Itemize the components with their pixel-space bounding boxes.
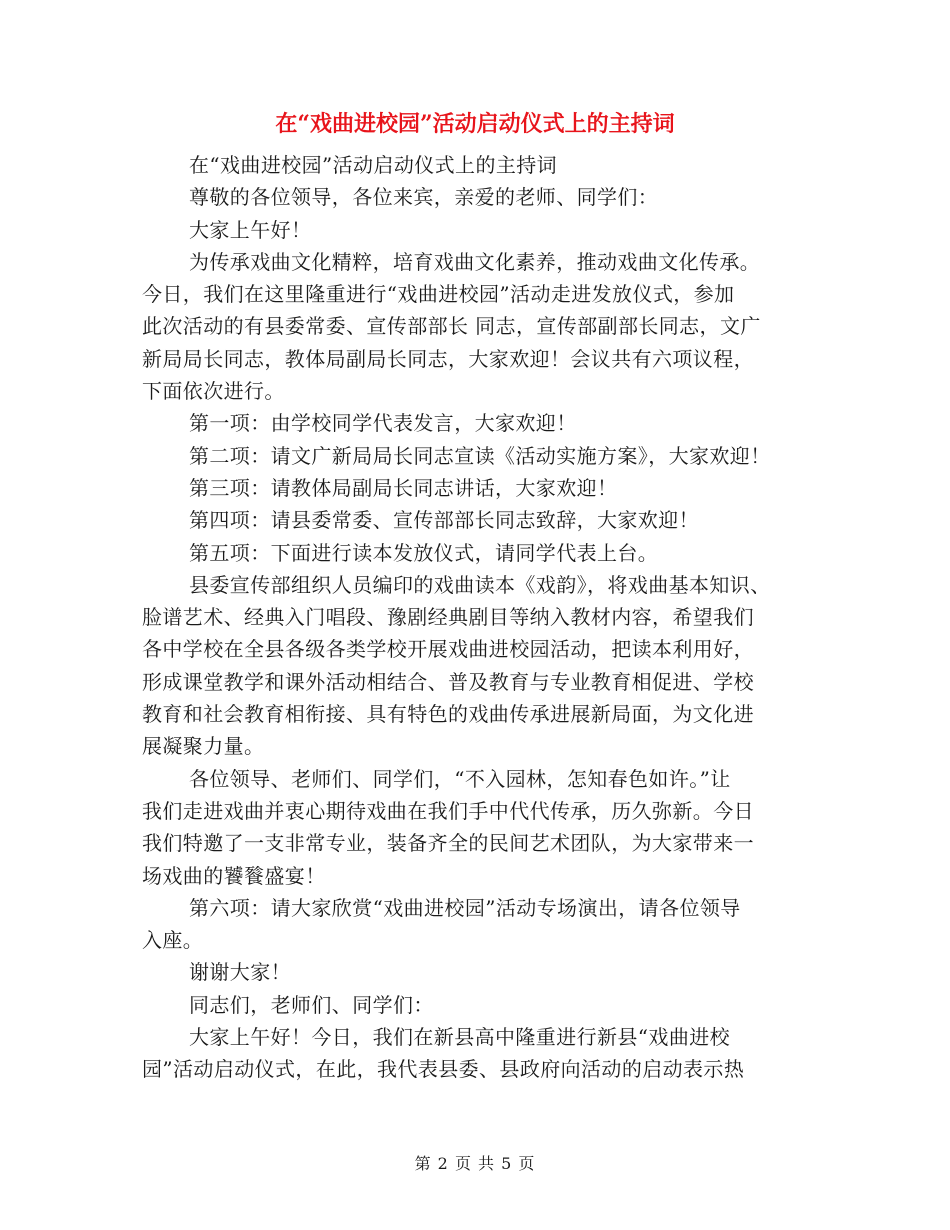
body-line: 为传承戏曲文化精粹，培育戏曲文化素养，推动戏曲文化传承。 <box>189 249 761 274</box>
body-line: 园”活动启动仪式，在此，我代表县委、县政府向活动的启动表示热 <box>142 1057 745 1082</box>
body-line: 同志们，老师们、同学们： <box>189 992 434 1017</box>
body-line: 我们走进戏曲并衷心期待戏曲在我们手中代代传承，历久弥新。今日 <box>142 798 754 823</box>
body-line: 我们特邀了一支非常专业，装备齐全的民间艺术团队，为大家带来一 <box>142 831 754 856</box>
page-footer: 第 2 页 共 5 页 <box>414 1154 536 1173</box>
body-line: 在“戏曲进校园”活动启动仪式上的主持词 <box>189 153 558 177</box>
body-line: 展凝聚力量。 <box>142 734 265 759</box>
body-line: 第六项：请大家欣赏“戏曲进校园”活动专场演出，请各位领导 <box>189 895 741 920</box>
body-line: 形成课堂教学和课外活动相结合、普及教育与专业教育相促进、学校 <box>142 669 754 694</box>
body-line: 大家上午好！今日，我们在新县高中隆重进行新县“戏曲进校 <box>189 1025 731 1050</box>
body-line: 场戏曲的饕餮盛宴！ <box>142 863 326 888</box>
body-line: 新局局长同志，教体局副局长同志，大家欢迎！会议共有六项议程， <box>142 346 754 371</box>
body-line: 入座。 <box>142 928 204 953</box>
body-line: 尊敬的各位领导，各位来宾，亲爱的老师、同学们： <box>189 185 659 210</box>
body-line: 第一项：由学校同学代表发言，大家欢迎！ <box>189 411 577 436</box>
body-line: 此次活动的有县委常委、宣传部部长 同志，宣传部副部长同志，文广 <box>142 314 761 339</box>
body-line: 大家上午好！ <box>189 217 312 242</box>
body-line: 教育和社会教育相衔接、具有特色的戏曲传承进展新局面，为文化进 <box>142 702 754 727</box>
body-line: 各中学校在全县各级各类学校开展戏曲进校园活动，把读本利用好， <box>142 637 754 662</box>
body-line: 脸谱艺术、经典入门唱段、豫剧经典剧目等纳入教材内容，希望我们 <box>142 605 754 630</box>
body-line: 各位领导、老师们、同学们，“不入园林，怎知春色如许。”让 <box>189 766 731 791</box>
body-line: 第四项：请县委常委、宣传部部长同志致辞，大家欢迎！ <box>189 508 699 533</box>
body-line: 第三项：请教体局副局长同志讲话，大家欢迎！ <box>189 475 618 500</box>
body-line: 第五项：下面进行读本发放仪式，请同学代表上台。 <box>189 540 659 565</box>
document-title: 在“戏曲进校园”活动启动仪式上的主持词 <box>275 111 675 137</box>
body-line: 谢谢大家！ <box>189 960 291 985</box>
body-line: 下面依次进行。 <box>142 379 285 404</box>
body-line: 县委宣传部组织人员编印的戏曲读本《戏韵》，将戏曲基本知识、 <box>189 572 771 597</box>
body-line: 今日，我们在这里隆重进行“戏曲进校园”活动走进发放仪式，参加 <box>142 282 735 307</box>
document-body <box>142 149 810 1086</box>
body-line: 第二项：请文广新局局长同志宣读《活动实施方案》，大家欢迎！ <box>189 443 771 468</box>
